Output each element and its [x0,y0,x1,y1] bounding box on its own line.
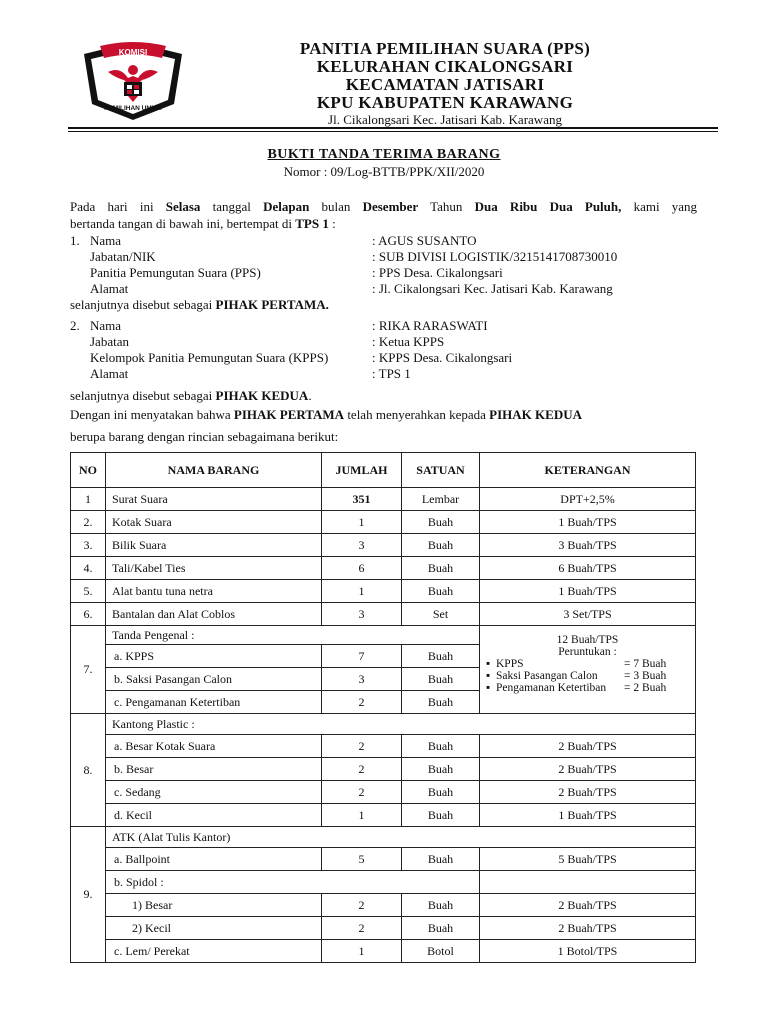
party1-number: 1. [70,233,80,248]
cell-note: 2 Buah/TPS [480,735,696,758]
intro-date: Delapan [263,199,310,214]
cell-unit: Buah [402,668,480,691]
statement-line-1 [70,407,582,423]
party2-value-position: : Ketua KPPS [372,334,445,349]
bullet-icon: ▪ [486,658,491,670]
header-divider-thin [68,131,718,132]
header-line-4: KPU KABUPATEN KARAWANG [316,93,574,112]
table-row [71,534,696,557]
cell-qty: 3 [322,668,402,691]
statement-party: PIHAK KEDUA [489,407,582,422]
cell-qty: 3 [322,603,402,626]
party2-number: 2. [70,318,80,333]
cell-unit: Botol [402,940,480,963]
cell-unit: Buah [402,580,480,603]
cell-qty: 1 [322,511,402,534]
note-allocation-item [486,670,689,682]
party1-value-address: : Jl. Cikalongsari Kec. Jatisari Kab. Karawang [372,281,613,296]
cell-note: 1 Buah/TPS [480,804,696,827]
designation-text: selanjutnya disebut sebagai [70,388,213,403]
cell-unit: Buah [402,735,480,758]
cell-qty: 6 [322,557,402,580]
table-row [71,758,696,781]
cell-no: 8. [71,714,106,827]
intro-text: bulan [321,199,351,214]
cell-unit: Buah [402,917,480,940]
cell-no: 4. [71,557,106,580]
cell-unit: Buah [402,534,480,557]
designation-text: . [308,388,312,403]
table-row [71,804,696,827]
bullet-icon: ▪ [486,670,491,682]
header-address: Jl. Cikalongsari Kec. Jatisari Kab. Karawang [328,112,562,127]
cell-note: 1 Buah/TPS [480,511,696,534]
cell-qty: 2 [322,691,402,714]
cell-item: c. Lem/ Perekat [106,940,322,963]
cell-item: 2) Kecil [106,917,322,940]
table-row [71,488,696,511]
note-allocation-label: KPPS [496,658,524,670]
header-divider-thick [68,127,718,129]
table-row [71,557,696,580]
cell-no: 3. [71,534,106,557]
party2-value-name: : RIKA RARASWATI [372,318,488,333]
party1-label-pps: Panitia Pemungutan Suara (PPS) [90,265,261,280]
party1-label-name: Nama [90,233,122,248]
statement-party: PIHAK PERTAMA [233,407,345,422]
cell-qty: 1 [322,940,402,963]
cell-no: 5. [71,580,106,603]
column-header-no: NO [71,453,106,488]
cell-item: a. Ballpoint [106,848,322,871]
cell-qty: 3 [322,534,402,557]
column-header-item: NAMA BARANG [106,453,322,488]
cell-item: Tali/Kabel Ties [106,557,322,580]
table-row [71,940,696,963]
table-row [71,626,696,645]
cell-unit: Buah [402,894,480,917]
intro-month: Desember [362,199,419,214]
table-row [71,781,696,804]
intro-day: Selasa [165,199,201,214]
statement-line-2: berupa barang dengan rincian sebagaimana berikut: [70,429,339,444]
party1-value-name: : AGUS SUSANTO [372,233,477,248]
cell-qty: 1 [322,580,402,603]
note-allocation-label: Pengamanan Ketertiban [496,682,607,694]
table-row [71,827,696,848]
note-allocation-title: Peruntukan : [558,646,617,658]
cell-item: d. Kecil [106,804,322,827]
note-allocation-value: = 3 Buah [624,670,667,682]
table-row [71,871,696,894]
note-allocation-value: = 2 Buah [624,682,667,694]
intro-text: Pada hari ini [70,199,154,214]
party1-label-position: Jabatan/NIK [90,249,156,264]
note-allocation-item [486,658,689,670]
cell-unit: Buah [402,758,480,781]
note-total: 12 Buah/TPS [556,634,619,646]
cell-qty: 5 [322,848,402,871]
cell-item: 1) Besar [106,894,322,917]
cell-item: c. Pengamanan Ketertiban [106,691,322,714]
kpu-logo [78,38,188,122]
cell-unit: Buah [402,645,480,668]
cell-item: Bilik Suara [106,534,322,557]
table-row [71,511,696,534]
cell-unit: Lembar [402,488,480,511]
column-header-unit: SATUAN [402,453,480,488]
cell-item: a. Besar Kotak Suara [106,735,322,758]
cell-no: 7. [71,626,106,714]
cell-unit: Buah [402,781,480,804]
table-row [71,894,696,917]
cell-group-title: ATK (Alat Tulis Kantor) [106,827,696,848]
intro-text: : [332,216,336,231]
intro-text: bertanda tangan di bawah ini, bertempat di [70,216,293,231]
cell-unit: Buah [402,804,480,827]
cell-unit: Buah [402,691,480,714]
cell-qty: 351 [322,488,402,511]
garuda-emblem-icon [78,38,188,122]
header-line-3: KECAMATAN JATISARI [345,75,545,94]
cell-note [480,871,696,894]
cell-qty: 2 [322,894,402,917]
header-line-1: PANITIA PEMILIHAN SUARA (PPS) [299,39,591,58]
cell-unit: Buah [402,511,480,534]
cell-no: 6. [71,603,106,626]
party2-designation [70,388,312,404]
cell-item: Bantalan dan Alat Coblos [106,603,322,626]
cell-no: 2. [71,511,106,534]
cell-note: 2 Buah/TPS [480,894,696,917]
party1-value-position: : SUB DIVISI LOGISTIK/3215141708730010 [372,249,618,264]
cell-group-title: Tanda Pengenal : [106,626,480,645]
note-allocation-label: Saksi Pasangan Calon [496,670,598,682]
cell-note: DPT+2,5% [480,488,696,511]
cell-item: Kotak Suara [106,511,322,534]
party1-designation [70,297,329,313]
cell-note: 6 Buah/TPS [480,557,696,580]
cell-note: 2 Buah/TPS [480,758,696,781]
column-header-qty: JUMLAH [322,453,402,488]
cell-note: 3 Set/TPS [480,603,696,626]
cell-unit: Set [402,603,480,626]
intro-line-2 [70,216,336,232]
cell-note: 2 Buah/TPS [480,917,696,940]
designation-party: PIHAK KEDUA [215,388,309,403]
cell-note: 5 Buah/TPS [480,848,696,871]
document-number: Nomor : 09/Log-BTTB/PPK/XII/2020 [283,164,485,179]
cell-item: b. Saksi Pasangan Calon [106,668,322,691]
table-header-row [71,453,696,488]
document-title: BUKTI TANDA TERIMA BARANG [267,147,501,162]
cell-unit: Buah [402,557,480,580]
cell-group-subtitle: b. Spidol : [106,871,480,894]
cell-note: 3 Buah/TPS [480,534,696,557]
intro-text: tanggal [212,199,251,214]
party2-label-position: Jabatan [90,334,129,349]
party1-value-pps: : PPS Desa. Cikalongsari [372,265,503,280]
cell-qty: 1 [322,804,402,827]
statement-text: telah menyerahkan kepada [347,407,486,422]
cell-note-id-card [480,626,696,714]
party2-label-kpps: Kelompok Panitia Pemungutan Suara (KPPS) [90,350,329,365]
note-allocation-value: = 7 Buah [624,658,667,670]
cell-no: 9. [71,827,106,963]
intro-text: kami yang [633,199,698,214]
party2-label-name: Nama [90,318,122,333]
items-table [70,452,696,963]
cell-group-title: Kantong Plastic : [106,714,696,735]
party2-value-address: : TPS 1 [372,366,411,381]
logo-bottom-text: PEMILIHAN UMUM [104,105,162,112]
cell-item: Alat bantu tuna netra [106,580,322,603]
table-row [71,848,696,871]
party2-value-kpps: : KPPS Desa. Cikalongsari [372,350,513,365]
designation-party: PIHAK PERTAMA. [215,297,329,312]
table-row [71,735,696,758]
cell-item: b. Besar [106,758,322,781]
cell-qty: 2 [322,758,402,781]
table-row [71,917,696,940]
note-allocation-item [486,682,689,694]
column-header-note: KETERANGAN [480,453,696,488]
cell-item: Surat Suara [106,488,322,511]
logo-top-text: KOMISI [118,48,148,57]
cell-item: a. KPPS [106,645,322,668]
party1-label-address: Alamat [90,281,129,296]
cell-note: 2 Buah/TPS [480,781,696,804]
cell-qty: 7 [322,645,402,668]
intro-year: Dua Ribu Dua Puluh, [474,199,622,214]
cell-qty: 2 [322,781,402,804]
cell-note: 1 Buah/TPS [480,580,696,603]
table-row [71,580,696,603]
cell-qty: 2 [322,917,402,940]
party2-label-address: Alamat [90,366,129,381]
cell-qty: 2 [322,735,402,758]
intro-line-1 [70,199,697,215]
cell-item: c. Sedang [106,781,322,804]
bullet-icon: ▪ [486,682,491,694]
table-row [71,603,696,626]
intro-text: Tahun [430,199,463,214]
statement-text: Dengan ini menyatakan bahwa [70,407,231,422]
intro-place: TPS 1 [295,216,329,231]
table-row [71,714,696,735]
cell-unit: Buah [402,848,480,871]
designation-text: selanjutnya disebut sebagai [70,297,213,312]
cell-note: 1 Botol/TPS [480,940,696,963]
header-line-2: KELURAHAN CIKALONGSARI [316,57,574,76]
cell-no: 1 [71,488,106,511]
